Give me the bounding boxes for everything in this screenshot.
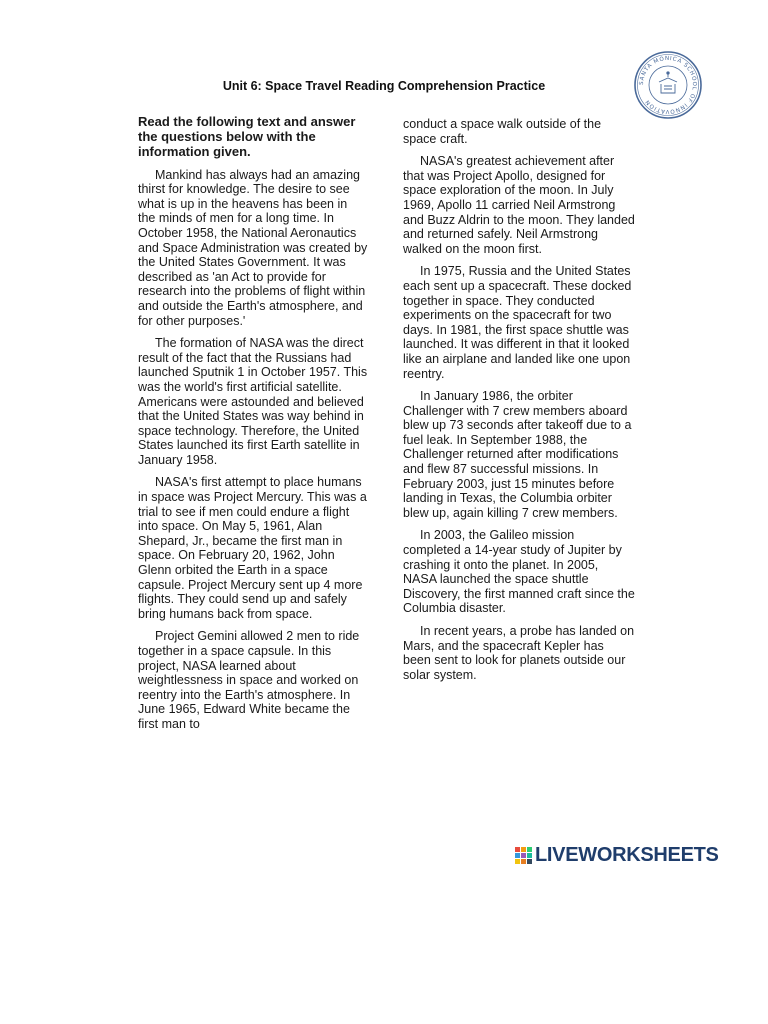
- logo-square-6: [515, 859, 520, 864]
- paragraph-2: The formation of NASA was the direct result of the fact that the Russians had launched Sputnik 1 in October 1957. This was the world's first artificial satellite. Americans were astounded and believed that the United States was way behind in space technology. Therefore, the United States launched its first Earth satellite in January 1958.: [138, 336, 368, 467]
- logo-square-3: [515, 853, 520, 858]
- school-seal-logo: [633, 50, 703, 120]
- paragraph-1: Mankind has always had an amazing thirst for knowledge. The desire to see what is up in the heavens has been in the minds of men for a long time. In October 1958, the National Aeronautics and Space Administration was created by the United States Government. It was described as 'an Act to provide for research into the problems of flight within and outside the Earth's atmosphere, and for other purposes.': [138, 167, 368, 328]
- paragraph-5: NASA's greatest achievement after that was Project Apollo, designed for space exploration of the moon. In July 1969, Apollo 11 carried Neil Armstrong and Buzz Aldrin to the moon. They landed and returned safely. Neil Armstrong walked on the moon first.: [403, 154, 635, 256]
- paragraph-continuation: conduct a space walk outside of the space craft.: [403, 117, 602, 146]
- paragraph-4: Project Gemini allowed 2 men to ride together in a space capsule. In this project, NASA learned about weightlessness in space and worked on reentry into the Earth's atmosphere. In June 1965, Edward White became the first man to: [138, 629, 360, 731]
- liveworksheets-logo[interactable]: [515, 844, 719, 867]
- logo-square-4: [521, 853, 526, 858]
- logo-square-0: [515, 847, 520, 852]
- logo-square-8: [527, 859, 532, 864]
- logo-square-7: [521, 859, 526, 864]
- logo-square-5: [527, 853, 532, 858]
- paragraph-9: In recent years, a probe has landed on Mars, and the spacecraft Kepler has been sent to look for planets outside our solar system.: [403, 624, 635, 682]
- seal-text: SANTA MONICA SCHOOL OF INNOVATION: [638, 55, 698, 115]
- logo-square-2: [527, 847, 532, 852]
- paragraph-6: In 1975, Russia and the United States each sent up a spacecraft. These docked together in space. They conducted experiments on the spacecraft for two days. In 1981, the first space shuttle was launched. It was different in that it looked like an airplane and landed like one upon reentry.: [403, 264, 632, 381]
- left-column: [138, 114, 368, 740]
- page-title: Unit 6: Space Travel Reading Comprehension Practice: [222, 79, 546, 93]
- logo-square-1: [521, 847, 526, 852]
- paragraph-3: NASA's first attempt to place humans in space was Project Mercury. This was a trial to see if men could endure a flight into space. On May 5, 1961, Alan Shepard, Jr., became the first man in space. On February 20, 1962, John Glenn orbited the Earth in a space capsule. Project Mercury sent up 4 more flights. They could send up and safely bring humans back from space.: [138, 475, 367, 621]
- instructions-text: Read the following text and answer the questions below with the information given.: [138, 114, 356, 160]
- paragraph-7: In January 1986, the orbiter Challenger with 7 crew members aboard blew up 73 seconds after takeoff due to a fuel leak. In September 1988, the Challenger returned after modifications and flew 87 successful missions. In February 2003, just 15 minutes before landing in Texas, the Columbia orbiter blew up, again killing 7 crew members.: [403, 389, 632, 520]
- paragraph-8: In 2003, the Galileo mission completed a 14-year study of Jupiter by crashing it onto the planet. In 2005, NASA launched the space shuttle Discovery, the first manned craft since the Columbia disaster.: [403, 528, 635, 616]
- right-column: [403, 117, 635, 690]
- logo-grid-icon: [515, 847, 532, 864]
- svg-text:SANTA MONICA SCHOOL OF INNOVAT: [639, 56, 697, 114]
- logo-text: LIVEWORKSHEETS: [535, 844, 719, 866]
